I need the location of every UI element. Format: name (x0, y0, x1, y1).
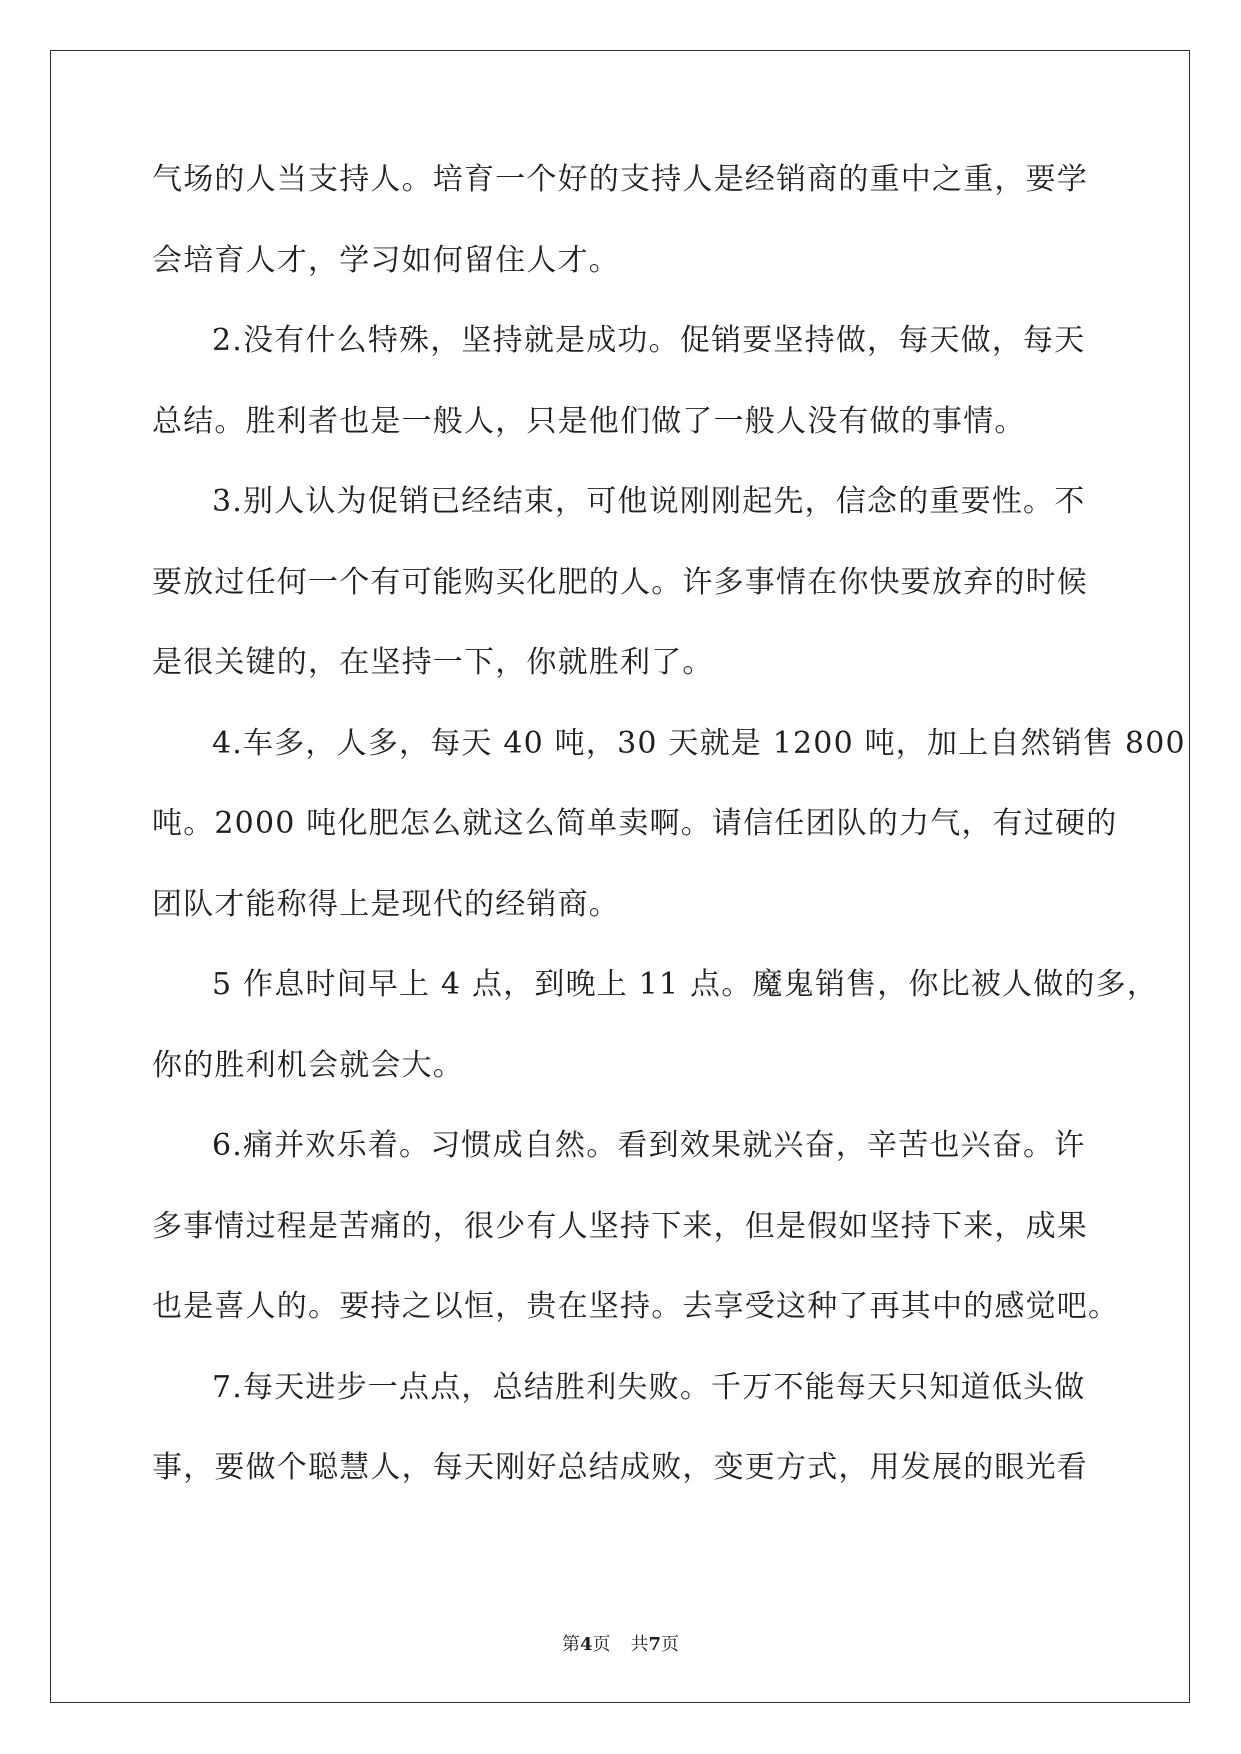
page-footer (0, 1634, 1241, 1656)
body-line: 事，要做个聪慧人，每天刚好总结成败，变更方式，用发展的眼光看 (152, 1450, 1088, 1485)
body-line: 7.每天进步一点点，总结胜利失败。千万不能每天只知道低头做 (212, 1369, 1086, 1405)
body-line: 5 作息时间早上 4 点，到晚上 11 点。魔鬼销售，你比被人做的多， (212, 967, 1159, 1002)
body-line: 是很关键的，在坚持一下，你就胜利了。 (152, 645, 714, 680)
body-line: 2.没有什么特殊，坚持就是成功。促销要坚持做，每天做，每天 (212, 323, 1086, 358)
body-line: 会培育人才，学习如何留住人才。 (152, 242, 620, 278)
page-suffix: 页 (592, 1634, 611, 1655)
body-line: 吨。2000 吨化肥怎么就这么简单卖啊。请信任团队的力气，有过硬的 (152, 806, 1118, 841)
total-prefix: 共 (630, 1634, 649, 1655)
body-line: 气场的人当支持人。培育一个好的支持人是经销商的重中之重，要学 (152, 162, 1088, 197)
body-line: 团队才能称得上是现代的经销商。 (152, 886, 620, 922)
document-body (152, 160, 1186, 1529)
body-line: 6.痛并欢乐着。习惯成自然。看到效果就兴奋，辛苦也兴奋。许 (212, 1128, 1086, 1163)
body-line: 3.别人认为促销已经结束，可他说刚刚起先，信念的重要性。不 (212, 484, 1086, 519)
body-line: 4.车多，人多，每天 40 吨，30 天就是 1200 吨，加上自然销售 800 (212, 725, 1186, 761)
total-suffix: 页 (661, 1634, 680, 1655)
body-line: 你的胜利机会就会大。 (152, 1047, 464, 1083)
page-number: 4 (579, 1634, 593, 1655)
body-line: 多事情过程是苦痛的，很少有人坚持下来，但是假如坚持下来，成果 (152, 1208, 1088, 1244)
total-pages: 7 (648, 1634, 662, 1655)
body-line: 也是喜人的。要持之以恒，贵在坚持。去享受这种了再其中的感觉吧。 (152, 1289, 1120, 1324)
page-prefix: 第 (561, 1634, 580, 1655)
body-line: 总结。胜利者也是一般人，只是他们做了一般人没有做的事情。 (152, 403, 1026, 439)
body-line: 要放过任何一个有可能购买化肥的人。许多事情在你快要放弃的时候 (152, 564, 1088, 600)
